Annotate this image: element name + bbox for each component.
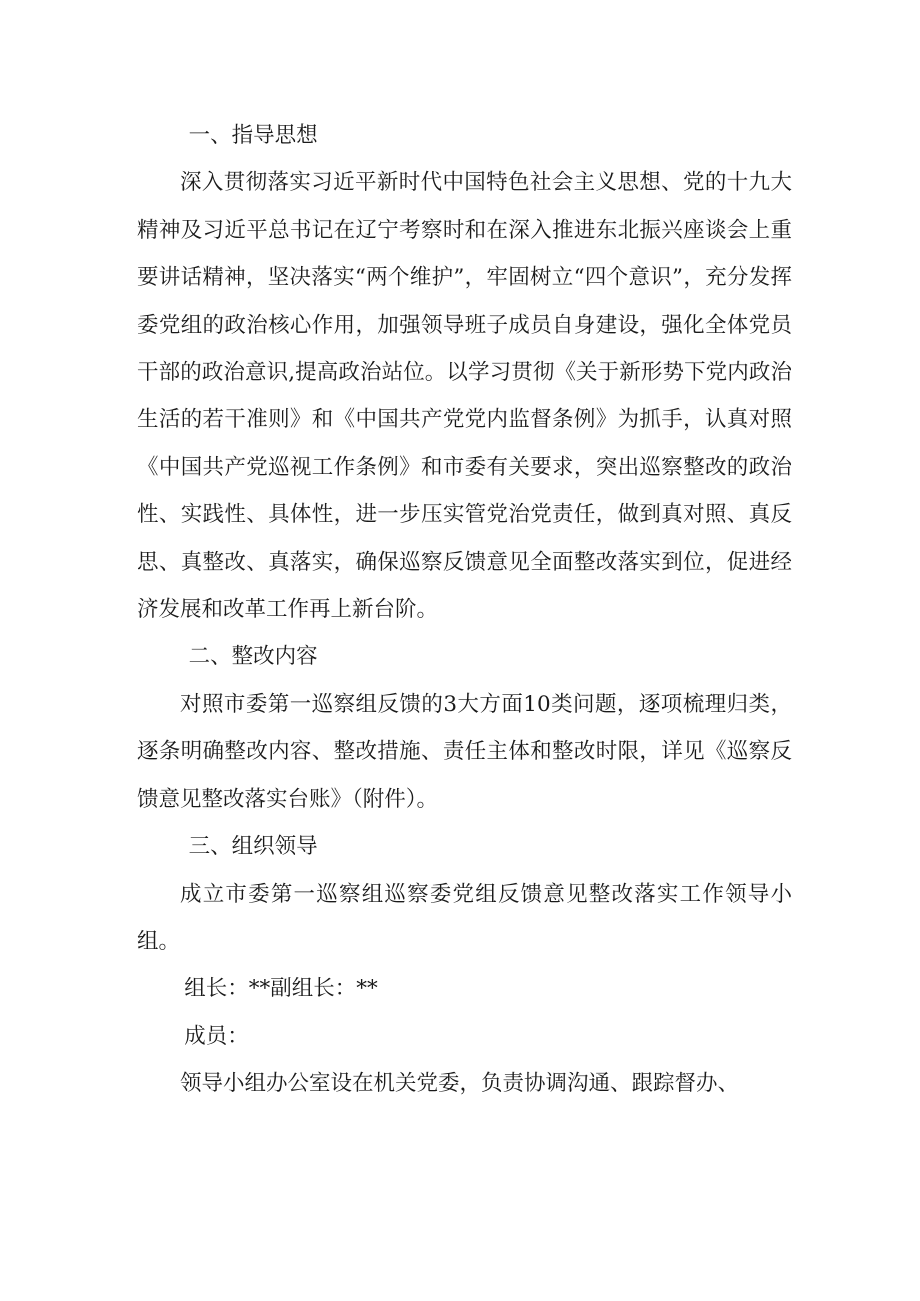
paragraph-rectification-content: 对照市委第一巡察组反馈的3大方面10类问题，逐项梳理归类，逐条明确整改内容、整改措施、责任主体和整改时限，详见《巡察反馈意见整改落实台账》（附件）。	[137, 691, 792, 812]
paragraph-group-leaders: 组长：**副组长：**	[184, 976, 378, 1002]
paragraph-leading-group: 成立市委第一巡察组巡察委党组反馈意见整改落实工作领导小组。	[137, 881, 792, 954]
document-body	[137, 112, 792, 1108]
paragraph-guiding-ideology: 深入贯彻落实习近平新时代中国特色社会主义思想、党的十九大精神及习近平总书记在辽宁考察时和在深入推进东北振兴座谈会上重要讲话精神，坚决落实“两个维护”，牢固树立“四个意识”，充分发挥委党组的政治核心作用，加强领导班子成员自身建设，强化全体党员干部的政治意识,提高政治站位。以学习贯彻《关于新形势下党内政治生活的若干准则》和《中国共产党党内监督条例》为抓手，认真对照《中国共产党巡视工作条例》和市委有关要求，突出巡察整改的政治性、实践性、具体性，进一步压实管党治党责任，做到真对照、真反思、真整改、真落实，确保巡察反馈意见全面整改落实到位，促进经济发展和改革工作再上新台阶。	[137, 170, 792, 623]
section-heading-guiding-ideology: 一、指导思想	[188, 123, 318, 148]
paragraph-group-office: 领导小组办公室设在机关党委，负责协调沟通、跟踪督办、	[180, 1071, 740, 1097]
paragraph-group-members: 成员：	[184, 1023, 249, 1049]
section-heading-rectification-content: 二、整改内容	[188, 644, 318, 670]
section-heading-organization-leadership: 三、组织领导	[188, 834, 318, 860]
